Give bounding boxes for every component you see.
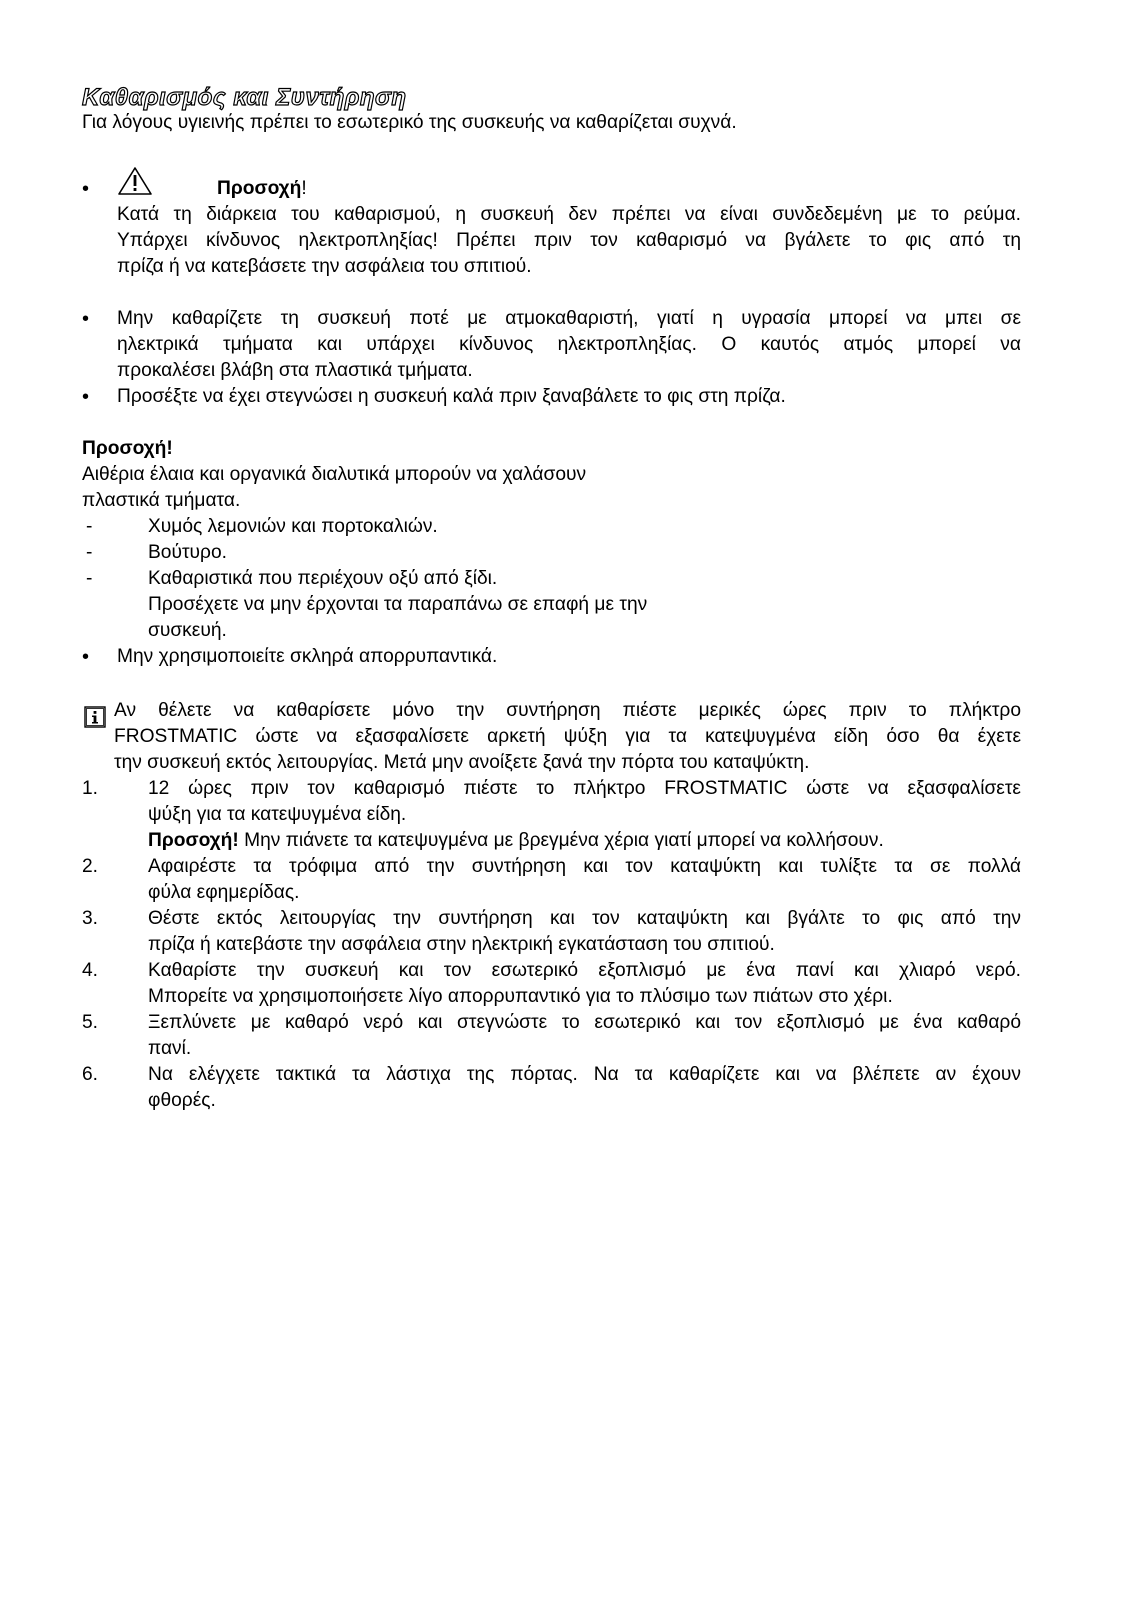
info-line: την συσκευή εκτός λειτουργίας. Μετά μην ανοίξετε ξανά την πόρτα του καταψύκτη. [114,752,810,773]
step-line: Μπορείτε να χρησιμοποιήσετε λίγο απορρυπαντικό για το πλύσιμο των πιάτων στο χέρι. [148,986,893,1007]
step-number: 5. [82,1012,99,1033]
step-line: φθορές. [148,1090,216,1111]
warning2-note-line: συσκευή. [148,620,227,641]
step-warning [148,828,884,854]
step-number: 4. [82,960,99,981]
bullet-steam-line: Μην καθαρίζετε τη συσκευή ποτέ με ατμοκαθαριστή, γιατί η υγρασία μπορεί να μπει σε [117,308,1021,329]
step-line: Θέστε εκτός λειτουργίας την συντήρηση και τον καταψύκτη και βγάλτε το φις από την [148,908,1021,929]
bullet-marker: • [82,308,90,330]
step-number: 1. [82,778,99,799]
warning2-line: Αιθέρια έλαια και οργανικά διαλυτικά μπορούν να χαλάσουν [82,464,587,485]
step-number: 6. [82,1064,99,1085]
warning-triangle-icon [117,166,153,196]
bullet-steam-line: προκαλέσει βλάβη στα πλαστικά τμήματα. [117,360,473,381]
warning2-heading: Προσοχή! [82,438,173,459]
section-title: Καθαρισμός και Συντήρηση [82,84,407,111]
warning-line: Υπάρχει κίνδυνος ηλεκτροπληξίας! Πρέπει πριν τον καθαρισμό να βγάλετε το φις από τη [117,230,1021,251]
warning-label: Προσοχή [217,178,302,199]
info-line: FROSTMATIC ώστε να εξασφαλίσετε αρκετή ψύξη για τα κατεψυγμένα είδη όσο θα έχετε [114,726,1021,747]
step-line: ψύξη για τα κατεψυγμένα είδη. [148,804,407,825]
bullet-dry-text: Προσέξτε να έχει στεγνώσει η συσκευή καλά πριν ξαναβάλετε το φις στη πρίζα. [117,386,786,407]
info-icon [84,706,106,728]
step-line: Καθαρίστε την συσκευή και τον εσωτερικό εξοπλισμό με ένα πανί και χλιαρό νερό. [148,960,1021,981]
bullet-marker: • [82,646,90,668]
step-line: 12 ώρες πριν τον καθαρισμό πιέστε το πλήκτρο FROSTMATIC ώστε να εξασφαλίσετε [148,778,1021,799]
dash-marker: - [86,516,93,537]
warning-line: πρίζα ή να κατεβάσετε την ασφάλεια του σπιτιού. [117,256,532,277]
warning2-line: πλαστικά τμήματα. [82,490,241,511]
step-line: πανί. [148,1038,192,1059]
step-number: 2. [82,856,99,877]
dash-marker: - [86,568,93,589]
step-line: Ξεπλύνετε με καθαρό νερό και στεγνώστε το εσωτερικό και τον εξοπλισμό με ένα καθαρό [148,1012,1021,1033]
intro-text: Για λόγους υγιεινής πρέπει το εσωτερικό της συσκευής να καθαρίζεται συχνά. [82,112,737,133]
warning-line: Κατά τη διάρκεια του καθαρισμού, η συσκευή δεν πρέπει να είναι συνδεδεμένη με το ρεύμα. [117,204,1021,225]
step-warning-label: Προσοχή! [148,830,239,851]
warning2-note-line: Προσέχετε να μην έρχονται τα παραπάνω σε επαφή με την [148,594,648,615]
bullet-steam-line: ηλεκτρικά τμήματα και υπάρχει κίνδυνος ηλεκτροπληξίας. Ο καυτός ατμός μπορεί να [117,334,1021,355]
step-line: φύλα εφημερίδας. [148,882,300,903]
dash-item: Βούτυρο. [148,542,227,563]
step-line: πρίζα ή κατεβάστε την ασφάλεια στην ηλεκτρική εγκατάσταση του σπιτιού. [148,934,775,955]
dash-item: Καθαριστικά που περιέχουν οξύ από ξίδι. [148,568,498,589]
step-line: Να ελέγχετε τακτικά τα λάστιχα της πόρτας. Να τα καθαρίζετε και να βλέπετε αν έχουν [148,1064,1021,1085]
bullet-marker: • [82,386,90,408]
step-line: Αφαιρέστε τα τρόφιμα από την συντήρηση και τον καταψύκτη και τυλίξτε τα σε πολλά [148,856,1021,877]
dash-marker: - [86,542,93,563]
warning-exclamation: ! [301,178,307,199]
warning-heading [217,176,307,202]
bullet-marker: • [82,178,90,200]
bullet-detergent-text: Μην χρησιμοποιείτε σκληρά απορρυπαντικά. [117,646,498,667]
info-line: Αν θέλετε να καθαρίσετε μόνο την συντήρηση πιέστε μερικές ώρες πριν το πλήκτρο [114,700,1021,721]
step-warning-text: Μην πιάνετε τα κατεψυγμένα με βρεγμένα χέρια γιατί μπορεί να κολλήσουν. [238,830,884,851]
dash-item: Χυμός λεμονιών και πορτοκαλιών. [148,516,438,537]
step-number: 3. [82,908,99,929]
